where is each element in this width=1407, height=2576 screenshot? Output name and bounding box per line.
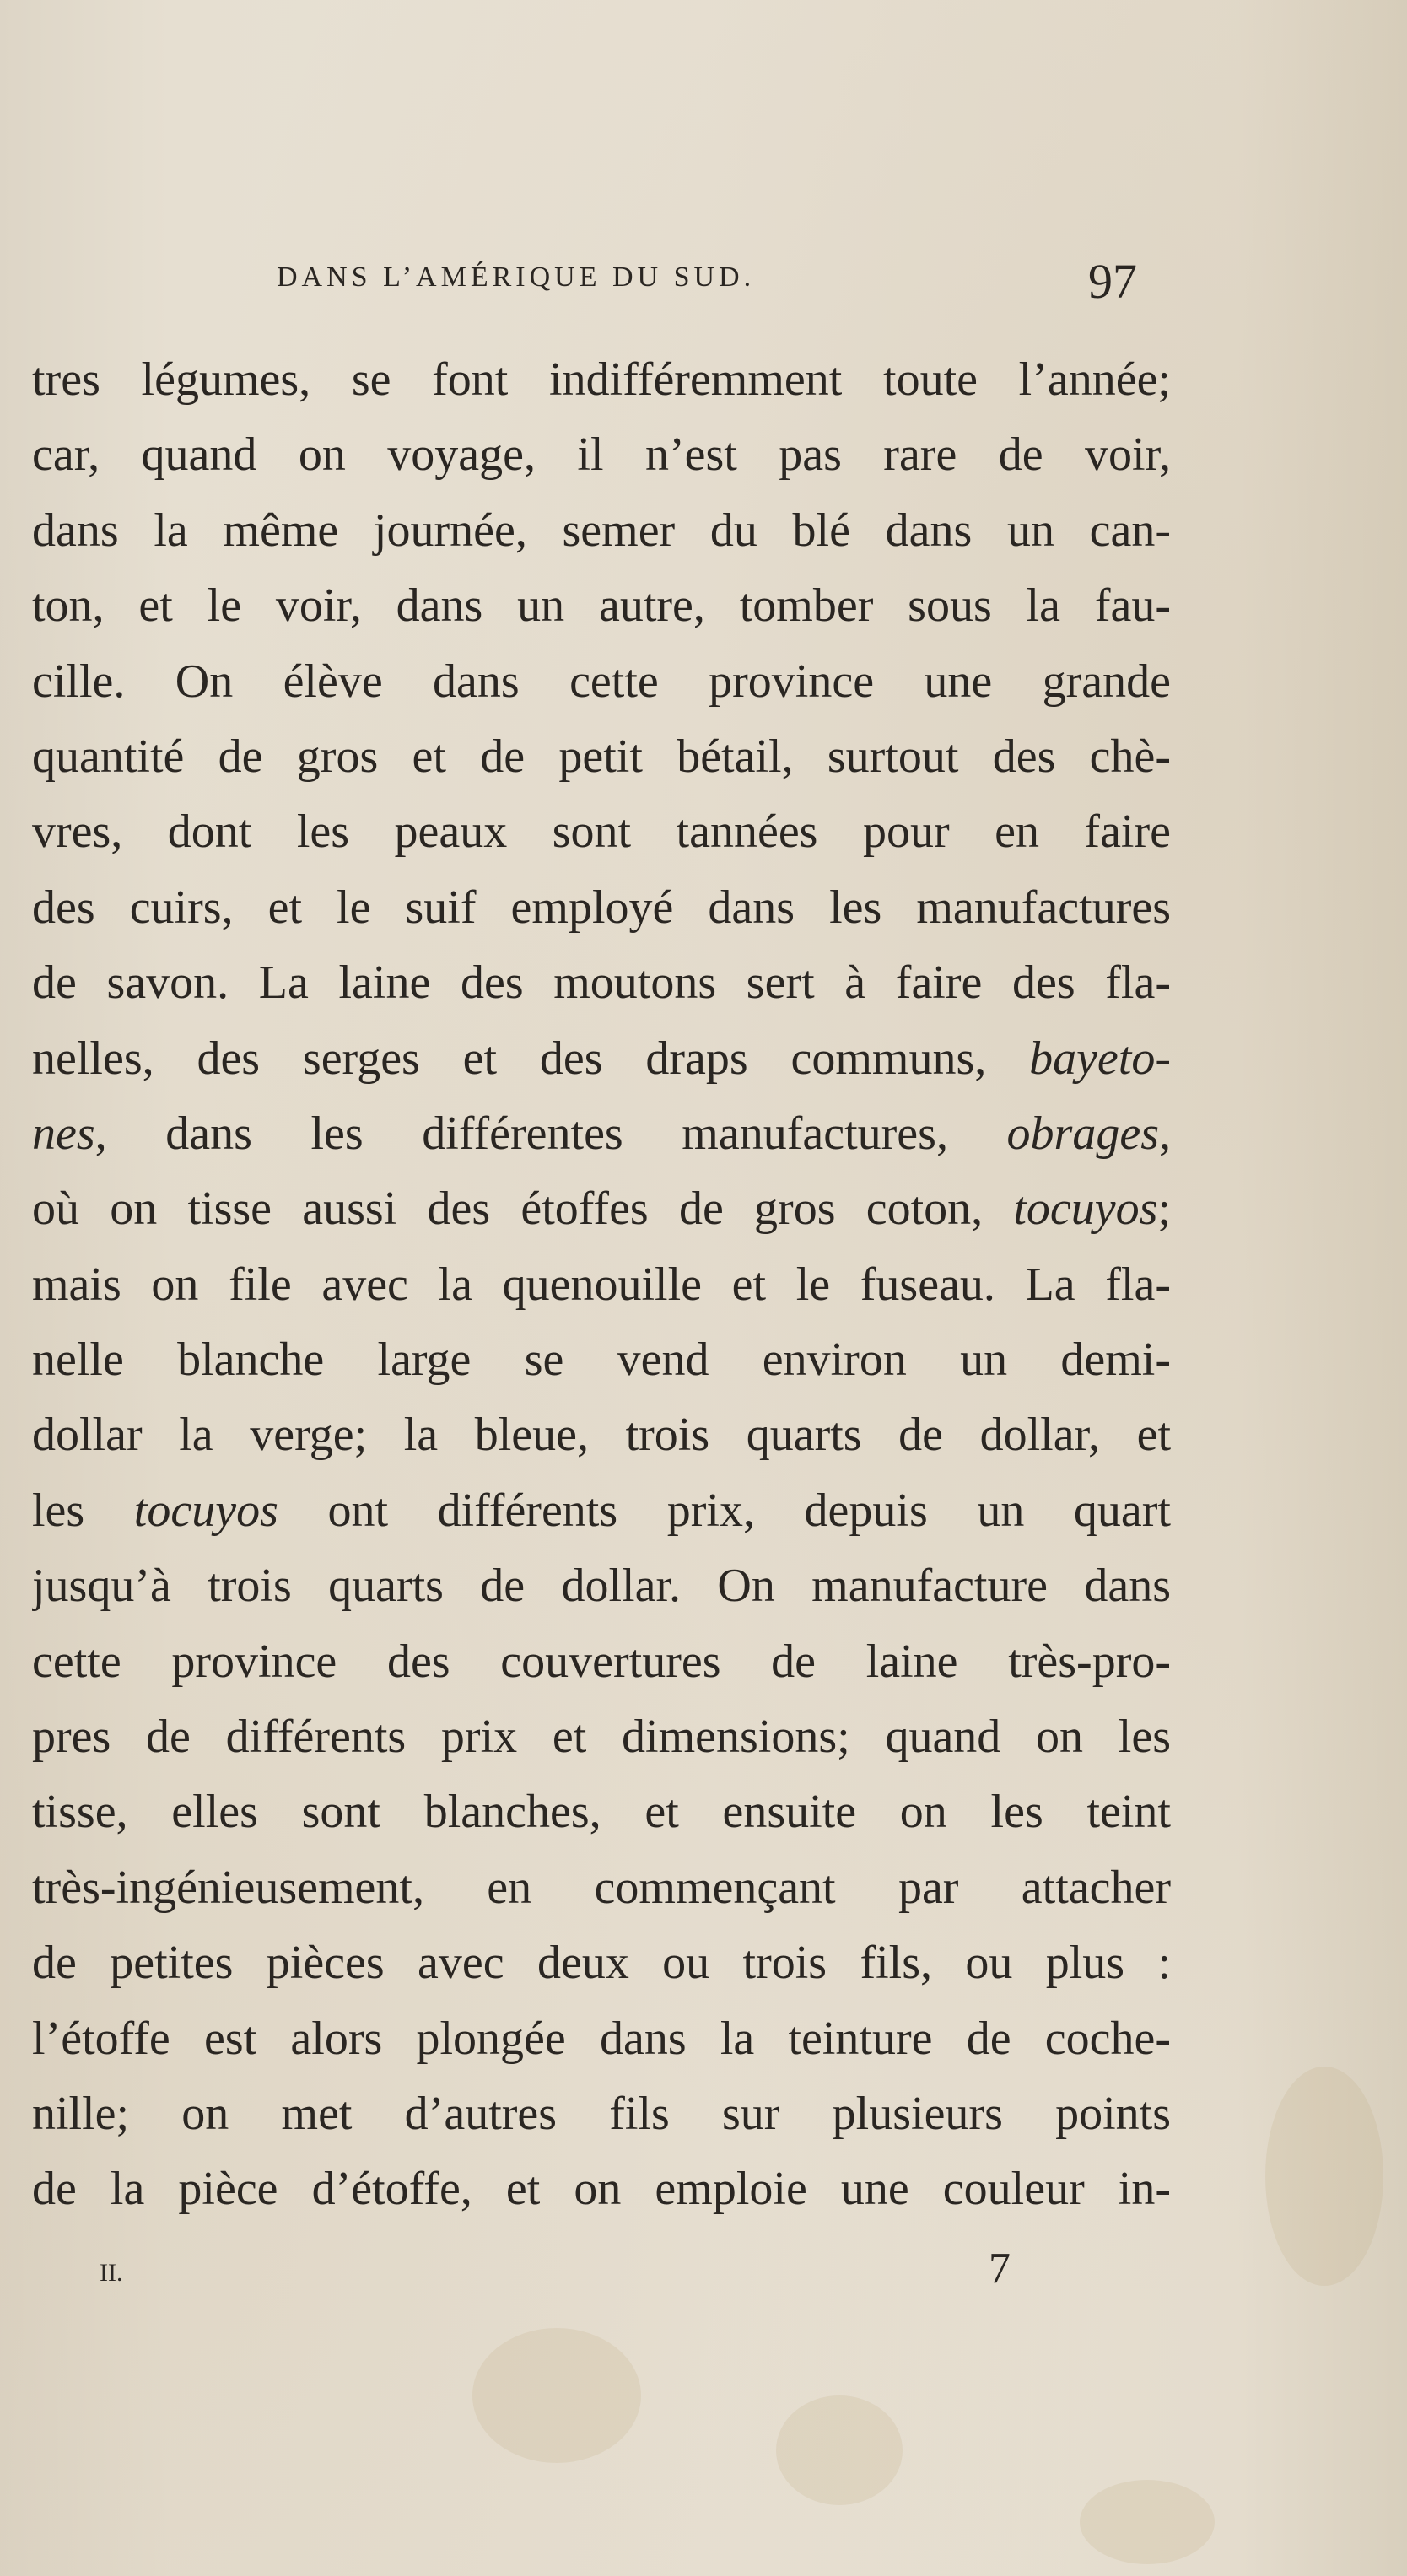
signature-number: 7 xyxy=(989,2245,1011,2293)
text-line: des cuirs, et le suif employé dans les manufactures xyxy=(32,881,1171,934)
page-header xyxy=(0,253,1407,329)
body-text xyxy=(32,342,1171,2274)
text-line: tres légumes, se font indifféremment toute l’année; xyxy=(32,353,1171,406)
text-line: quantité de gros et de petit bétail, surtout des chè- xyxy=(32,730,1171,783)
text-line: ton, et le voir, dans un autre, tomber sous la fau- xyxy=(32,579,1171,633)
text-line: de petites pièces avec deux ou trois fils, ou plus : xyxy=(32,1937,1171,1990)
text-line: nes, dans les différentes manufactures, obrages, xyxy=(32,1107,1171,1160)
text-line: nelles, des serges et des draps communs, bayeto- xyxy=(32,1032,1171,1085)
text-line: tisse, elles sont blanches, et ensuite on les teint xyxy=(32,1786,1171,1839)
text-line: vres, dont les peaux sont tannées pour en faire xyxy=(32,806,1171,859)
paper-stain xyxy=(472,2328,641,2463)
text-line: mais on file avec la quenouille et le fuseau. La fla- xyxy=(32,1258,1171,1311)
page-footer xyxy=(0,2244,1407,2320)
text-line: très-ingénieusement, en commençant par attacher xyxy=(32,1861,1171,1914)
text-line: jusqu’à trois quarts de dollar. On manufacture dans xyxy=(32,1560,1171,1613)
text-line: car, quand on voyage, il n’est pas rare de voir, xyxy=(32,428,1171,482)
text-line: cille. On élève dans cette province une grande xyxy=(32,655,1171,708)
text-line: les tocuyos ont différents prix, depuis un quart xyxy=(32,1484,1171,1537)
text-line: nille; on met d’autres fils sur plusieurs points xyxy=(32,2087,1171,2140)
text-line: cette province des couvertures de laine très-pro- xyxy=(32,1635,1171,1688)
text-line: pres de différents prix et dimensions; quand on les xyxy=(32,1711,1171,1764)
text-line: de la pièce d’étoffe, et on emploie une couleur in- xyxy=(32,2163,1171,2216)
page-number: 97 xyxy=(1088,254,1137,309)
running-head: DANS L’AMÉRIQUE DU SUD. xyxy=(277,261,756,293)
paper-stain xyxy=(1080,2480,1215,2564)
paper-stain xyxy=(776,2395,903,2505)
text-line: l’étoffe est alors plongée dans la teinture de coche- xyxy=(32,2012,1171,2065)
text-line: dollar la verge; la bleue, trois quarts de dollar, et xyxy=(32,1409,1171,1462)
text-line: dans la même journée, semer du blé dans un can- xyxy=(32,504,1171,557)
text-line: où on tisse aussi des étoffes de gros coton, tocuyos; xyxy=(32,1183,1171,1236)
text-line: de savon. La laine des moutons sert à faire des fla- xyxy=(32,957,1171,1010)
signature-mark: II. xyxy=(100,2259,123,2287)
text-line: nelle blanche large se vend environ un demi- xyxy=(32,1334,1171,1387)
